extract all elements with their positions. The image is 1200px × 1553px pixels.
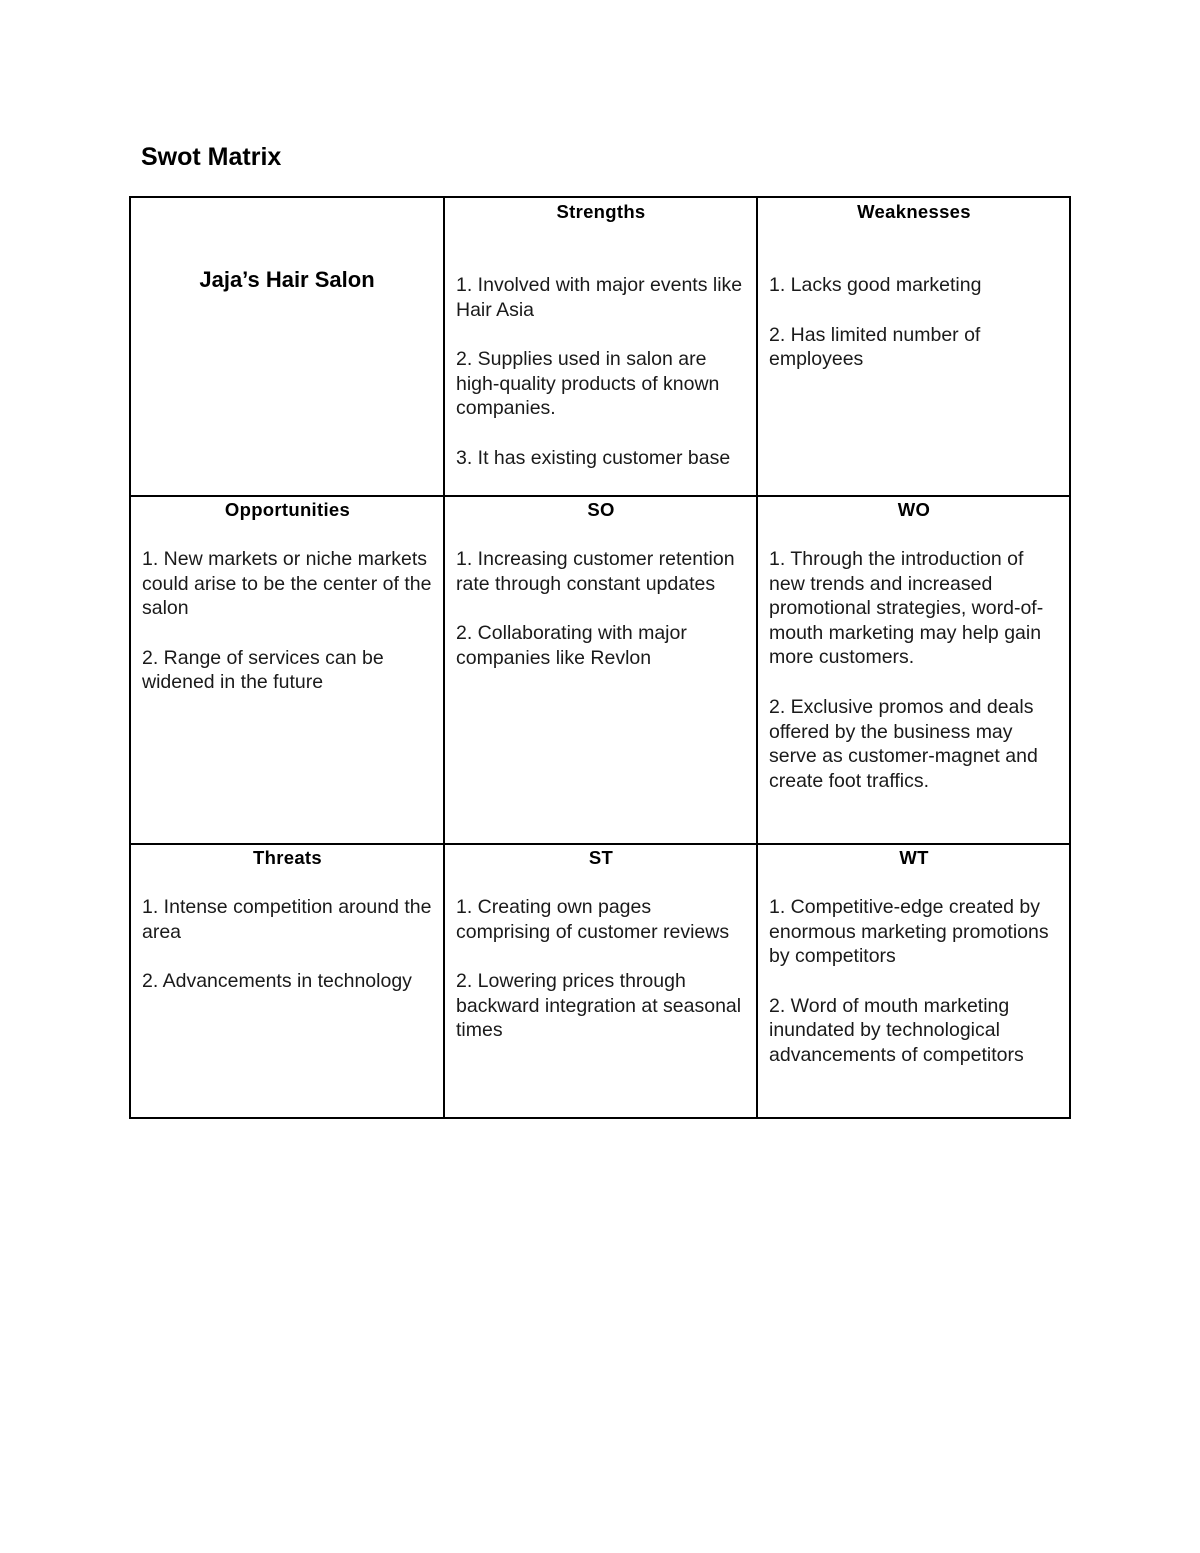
row-divider-2 bbox=[131, 843, 1069, 845]
wo-heading: WO bbox=[897, 499, 931, 520]
page-title: Swot Matrix bbox=[141, 143, 282, 171]
so-item-2: 2. Collaborating with major companies like Revlon bbox=[456, 622, 687, 669]
weakness-item-2: 2. Has limited number of employees bbox=[769, 323, 981, 371]
wt-item-2: 2. Word of mouth marketing inundated by technological advancements of competitors bbox=[769, 994, 1024, 1066]
wo-item-1: 1. Through the introduction of new trends and increased promotional strategies, word-of-mouth marketing may help gain more customers. bbox=[769, 548, 1044, 669]
swot-matrix-table bbox=[129, 196, 1071, 1119]
opportunities-heading: Opportunities bbox=[224, 499, 351, 520]
corner-cell bbox=[131, 198, 443, 495]
so-item-1: 1. Increasing customer retention rate through constant updates bbox=[456, 548, 735, 595]
st-item-2: 2. Lowering prices through backward integration at seasonal times bbox=[456, 970, 742, 1042]
opportunity-item-2: 2. Range of services can be widened in the future bbox=[142, 646, 384, 694]
st-heading: ST bbox=[588, 847, 614, 868]
threat-item-2: 2. Advancements in technology bbox=[142, 970, 412, 993]
salon-name: Jaja’s Hair Salon bbox=[199, 267, 375, 292]
wt-item-1: 1. Competitive-edge created by enormous marketing promotions by competitors bbox=[769, 896, 1049, 968]
opportunities-cell bbox=[131, 498, 443, 843]
threats-cell bbox=[131, 846, 443, 1116]
strength-item-1: 1. Involved with major events like Hair Asia bbox=[456, 274, 743, 321]
strength-item-3: 3. It has existing customer base bbox=[456, 446, 731, 469]
threats-heading: Threats bbox=[253, 847, 322, 868]
strength-item-2: 2. Supplies used in salon are high-quality products of known companies. bbox=[456, 348, 720, 420]
wt-cell bbox=[758, 846, 1069, 1116]
weaknesses-cell bbox=[758, 200, 1069, 495]
weakness-item-1: 1. Lacks good marketing bbox=[769, 274, 982, 296]
strengths-heading: Strengths bbox=[556, 201, 646, 222]
st-cell bbox=[445, 846, 756, 1116]
wo-cell bbox=[758, 498, 1069, 843]
row-divider-1 bbox=[131, 495, 1069, 497]
threat-item-1: 1. Intense competition around the area bbox=[142, 896, 432, 943]
strengths-cell bbox=[445, 200, 756, 495]
so-cell bbox=[445, 498, 756, 843]
opportunity-item-1: 1. New markets or niche markets could arise to be the center of the salon bbox=[142, 548, 432, 620]
wt-heading: WT bbox=[899, 847, 929, 868]
wo-item-2: 2. Exclusive promos and deals offered by the business may serve as customer-magnet and create foot traffics. bbox=[769, 695, 1038, 792]
weaknesses-heading: Weaknesses bbox=[857, 201, 971, 222]
st-item-1: 1. Creating own pages comprising of customer reviews bbox=[456, 896, 730, 943]
so-heading: SO bbox=[587, 499, 615, 520]
